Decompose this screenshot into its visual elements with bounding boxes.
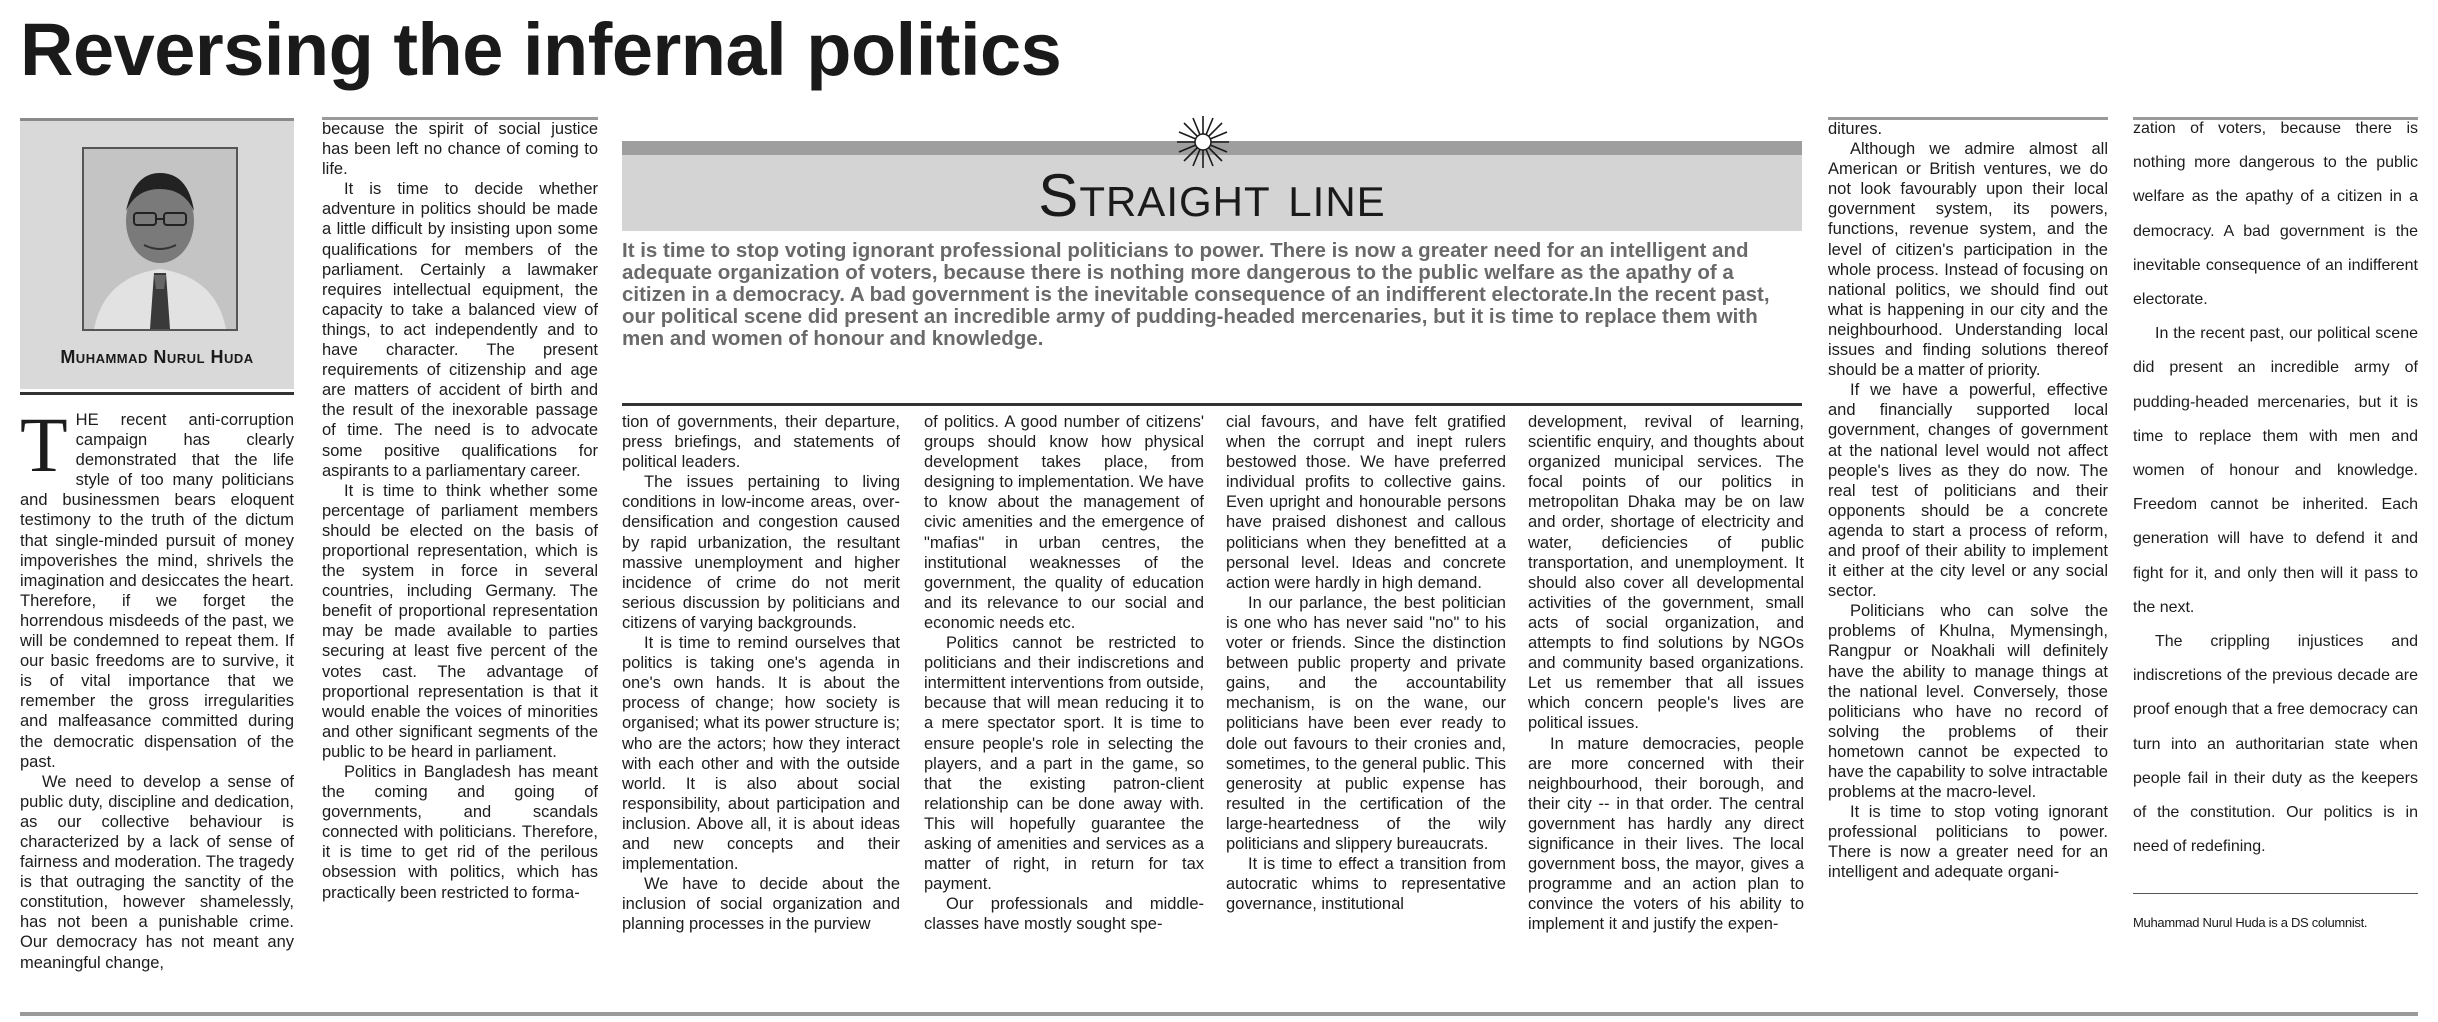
column-7 bbox=[1828, 119, 2108, 883]
author-divider bbox=[20, 392, 294, 395]
deck-summary: It is time to stop voting ignorant professional politicians to power. There is now a greater need for an intelligent and adequate organization of voters, because there is nothing more dangerous to the public welfare as the apathy of a citizen in a democracy. A bad government is the inevitable consequence of an indifferent electorate.In the recent past, our political scene did present an incredible army of pudding-headed mercenaries, but it is time to replace them with men and women of honour and knowledge. bbox=[622, 239, 1770, 350]
column-3-paragraph-3: It is time to remind ourselves that politics is taking one's agenda in one's own hands. It is about the process of change; how society is organised; what its power structure is; who are the actors; how they interact with each other and with the outside world. It is also about social responsibility, about participation and inclusion. Above all, it is about ideas and new concepts and their implementation. bbox=[622, 634, 900, 874]
column-2-paragraph-2: It is time to decide whether adventure in politics should be made a little difficult by insisting upon some qualifications for members of the parliament. Certainly a lawmaker requires intellectual equipment, the capacity to take a balanced view of things, to act independently and to have character. The present requirements of citizenship and age are matters of accident of birth and the result of the inexorable passage of time. The need is to advocate some positive qualifications for aspirants to a parliamentary career. bbox=[322, 180, 598, 480]
column-5 bbox=[1226, 412, 1506, 914]
bottom-rule bbox=[20, 1012, 2418, 1016]
column-2-paragraph-4: Politics in Bangladesh has meant the coming and going of governments, and scandals connected with politicians. Therefore, it is time to get rid of the perilous obsession with politics, which has practically been restricted to forma- bbox=[322, 763, 598, 902]
column-5-paragraph-1: cial favours, and have felt gratified when the corrupt and inept rulers bestowed those. We have preferred individual profits to collective gains. Even upright and honourable persons have praised dishonest and callous politicians when they benefitted at a personal level. Ideas and concrete action were hardly in high demand. bbox=[1226, 413, 1506, 592]
column-7-paragraph-2: Although we admire almost all American or British ventures, we do not look favourably upon their local government system, its powers, functions, revenue system, and the level of citizen's participation in the whole process. Instead of focusing on national politics, we should find out what is happening in our city and the neighbourhood. Understanding local issues and finding solutions thereof should be a matter of priority. bbox=[1828, 140, 2108, 380]
column-7-paragraph-1: ditures. bbox=[1828, 120, 1883, 138]
column-6 bbox=[1528, 412, 1804, 934]
column-8-paragraph-3: The crippling injustices and indiscretions of the previous decade are proof enough that a free democracy can turn into an authoritarian state when people fail in their duty as the keepers of the constitution. Our politics is in need of redefining. bbox=[2133, 633, 2418, 856]
deck-divider bbox=[622, 403, 1802, 406]
column-8 bbox=[2133, 112, 2418, 864]
byline-divider bbox=[2133, 893, 2418, 894]
column-3-paragraph-1: tion of governments, their departure, press briefings, and statements of political leaders. bbox=[622, 413, 900, 472]
column-4-paragraph-2: Politics cannot be restricted to politicians and their indiscretions and intermittent interventions from outside, because that will mean reducing it to a mere spectator sport. It is time to ensure people's role in selecting the players, and a part in the game, so that the existing patron-client relationship can be done away with. This will hopefully guarantee the asking of amenities and services as a matter of right, in return for tax payment. bbox=[924, 634, 1204, 894]
portrait-icon bbox=[84, 149, 236, 329]
column-7-paragraph-4: Politicians who can solve the problems of Khulna, Mymensingh, Rangpur or Noakhali will definitely have the ability to manage things at the national level. Conversely, those politicians who have no record of solving the problems of their hometown cannot be expected to have the capability to solve intractable problems at the macro-level. bbox=[1828, 602, 2108, 802]
column-4 bbox=[924, 412, 1204, 934]
column-1-paragraph-1 bbox=[20, 401, 294, 772]
starburst-icon bbox=[1175, 114, 1231, 170]
column-7-paragraph-5: It is time to stop voting ignorant professional politicians to power. There is now a greater need for an intelligent and adequate organi- bbox=[1828, 803, 2108, 882]
column-6-paragraph-1: development, revival of learning, scientific enquiry, and thoughts about organized municipal services. The focal points of our politics in metropolitan Dhaka may be on law and order, shortage of electricity and water, deficiencies of public transportation, and unemployment. It should also cover all developmental activities of the government, small acts of social organization, and attempts to find solutions by NGOs and community based organizations. Let us remember that all issues which concern people's lives are political issues. bbox=[1528, 413, 1804, 733]
headline: Reversing the infernal politics bbox=[20, 8, 1062, 91]
column-1-text-1: HE recent anti-corruption campaign has clearly demonstrated that the life style of too many politicians and businessmen bears eloquent testimony to the truth of the dictum that single-minded pursuit of money impoverishes the mind, shrivels the imagination and desiccates the heart. Therefore, if we forget the horrendous misdeeds of the past, we will be condemned to repeat them. If our basic freedoms are to survive, it is of vital importance that we remember the gross irregularities and malfeasance committed during the democratic dispensation of the past. bbox=[20, 411, 294, 771]
column-1-paragraph-2: We need to develop a sense of public duty, discipline and dedication, as our collective behaviour is characterized by a lack of sense of fairness and moderation. The tragedy is that outraging the sanctity of the constitution, however shamelessly, has not been a punishable crime. Our democracy has not meant any meaningful change, bbox=[20, 772, 294, 972]
column-6-paragraph-2: In mature democracies, people are more concerned with their neighbourhood, their borough, and their city -- in that order. The central government has hardly any direct significance in their lives. The local government boss, the mayor, gives a programme and an action plan to convince the voters of his ability to implement it and justify the expen- bbox=[1528, 734, 1804, 934]
column-2-paragraph-3: It is time to think whether some percentage of parliament members should be elected on the basis of proportional representation, which is the system in force in several countries, including Germany. The benefit of proportional representation may be made available to parties securing at least five percent of the votes cast. The advantage of proportional representation is that it would enable the voices of minorities and other significant segments of the public to be heard in parliament. bbox=[322, 481, 598, 761]
column-2-paragraph-1: because the spirit of social justice has been left no chance of coming to life. bbox=[322, 120, 598, 179]
author-photo bbox=[82, 147, 238, 331]
author-box bbox=[20, 118, 294, 389]
byline: Muhammad Nurul Huda is a DS columnist. bbox=[2133, 915, 2368, 930]
column-7-paragraph-3: If we have a powerful, effective and financially supported local government, changes of government at the national level would not affect people's lives as they do now. The real test of politicians and their opponents should be a concrete agenda to start a process of reform, and proof of their ability to implement it either at the city level or any social sector. bbox=[1828, 381, 2108, 601]
column-5-paragraph-3: It is time to effect a transition from autocratic whims to representative governance, institutional bbox=[1226, 855, 1506, 914]
column-4-paragraph-3: Our professionals and middle-classes have mostly sought spe- bbox=[924, 895, 1204, 934]
column-8-paragraph-2: In the recent past, our political scene did present an incredible army of pudding-headed mercenaries, but it is time to replace them with men and women of honour and knowledge. Freedom cannot be inherited. Each generation will have to defend it and fight for it, and only then will it pass to the next. bbox=[2133, 325, 2418, 616]
column-3-paragraph-2: The issues pertaining to living conditions in low-income areas, over-densification and congestion caused by rapid urbanization, the resultant massive unemployment and higher incidence of crime do not merit serious discussion by politicians and citizens of varying backgrounds. bbox=[622, 473, 900, 632]
column-2 bbox=[322, 119, 598, 903]
column-3-paragraph-4: We have to decide about the inclusion of social organization and planning processes in the purview bbox=[622, 875, 900, 934]
column-8-paragraph-1: zation of voters, because there is nothing more dangerous to the public welfare as the apathy of a citizen in a democracy. A bad government is the inevitable consequence of an indifferent electorate. bbox=[2133, 120, 2418, 309]
column-4-paragraph-1: of politics. A good number of citizens' groups should know how physical development takes place, from designing to implementation. We have to know about the management of civic amenities and the emergence of "mafias" in urban centres, the institutional weaknesses of the government, the quality of education and its relevance to our social and economic needs etc. bbox=[924, 413, 1204, 632]
section-title: Straight line bbox=[1038, 162, 1386, 229]
column-5-paragraph-2: In our parlance, the best politician is one who has never said "no" to his voter or friends. Since the distinction between public property and private gains, and the accountability mechanism, is on the wane, our politicians have been ever ready to dole out favours to their cronies and, sometimes, to the general public. This generosity at public expense has resulted in the certification of the large-heartedness of the wily politicians and slippery bureaucrats. bbox=[1226, 593, 1506, 853]
dropcap: T bbox=[20, 401, 68, 488]
column-1 bbox=[20, 401, 294, 973]
author-name: Muhammad Nurul Huda bbox=[60, 347, 254, 367]
column-3 bbox=[622, 412, 900, 934]
